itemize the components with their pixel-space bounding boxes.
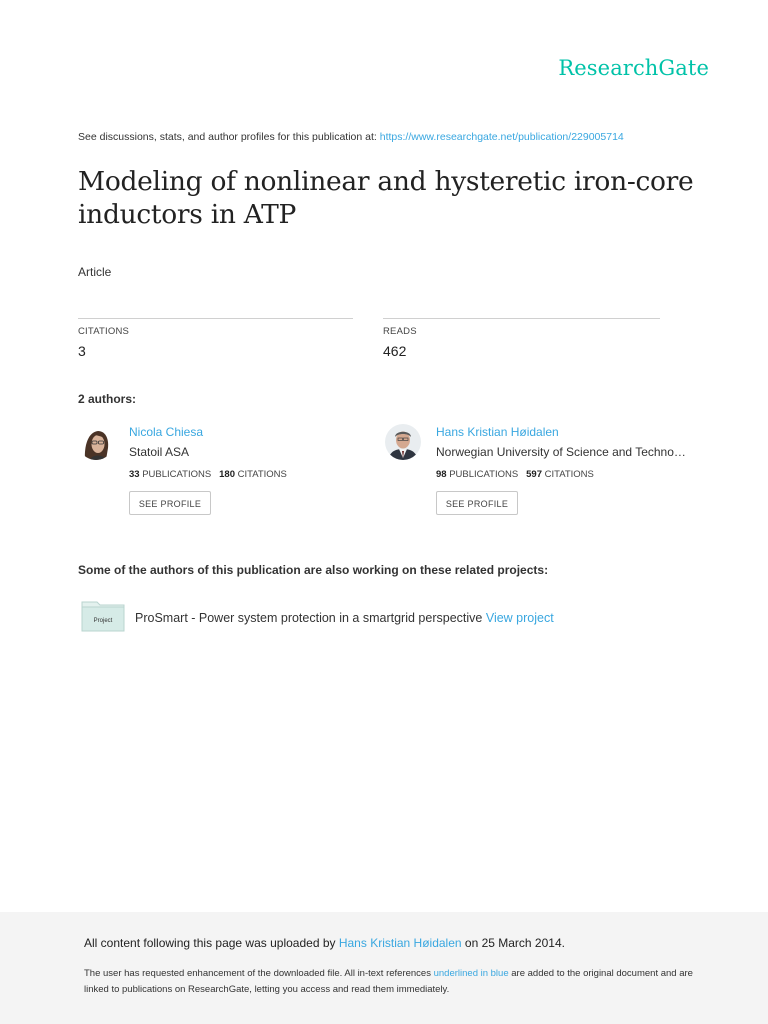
reads-value: 462 [383, 343, 407, 359]
note-suffix: are added to the original document and are linked to publications on ResearchGate, letting you access and read them immediately. [84, 968, 693, 995]
enhancement-note [84, 966, 704, 998]
upload-suffix: on 25 March 2014. [461, 936, 565, 950]
see-profile-button[interactable]: SEE PROFILE [129, 491, 211, 515]
author-name-link[interactable]: Hans Kristian Høidalen [436, 425, 559, 439]
project-icon-label: Project [93, 618, 113, 624]
see-profile-button[interactable]: SEE PROFILE [436, 491, 518, 515]
citations-value: 3 [78, 343, 86, 359]
title-line-1: Modeling of nonlinear and hysteretic iron-core [78, 166, 694, 197]
uploader-link[interactable]: Hans Kristian Høidalen [338, 936, 462, 950]
discussion-text: See discussions, stats, and author profiles for this publication at: [78, 131, 380, 143]
citations-label: CITATIONS [544, 469, 594, 480]
publications-label: PUBLICATIONS [449, 469, 519, 480]
publication-type: Article [78, 265, 112, 279]
reads-label: READS [383, 326, 417, 337]
upload-info [84, 936, 565, 950]
note-prefix: The user has requested enhancement of the downloaded file. All in-text references [84, 968, 434, 979]
author-stats [436, 469, 594, 480]
project-title: ProSmart - Power system protection in a smartgrid perspective [135, 611, 486, 625]
citations-count: 180 [219, 469, 235, 480]
projects-heading: Some of the authors of this publication are also working on these related projects: [78, 563, 549, 577]
publications-count: 33 [129, 469, 140, 480]
project-item [135, 611, 554, 625]
citations-divider [78, 318, 353, 319]
avatar[interactable] [385, 424, 421, 460]
authors-heading: 2 authors: [78, 392, 137, 406]
discussion-line [78, 131, 624, 143]
publication-url-link[interactable]: https://www.researchgate.net/publication/229005714 [379, 131, 624, 143]
avatar[interactable] [78, 424, 114, 460]
citations-label: CITATIONS [237, 469, 287, 480]
author-name-link[interactable]: Nicola Chiesa [129, 425, 204, 439]
title-line-2: inductors in ATP [78, 199, 297, 230]
citations-count: 597 [526, 469, 542, 480]
view-project-link[interactable]: View project [485, 611, 554, 625]
publications-label: PUBLICATIONS [142, 469, 212, 480]
author-institution: Norwegian University of Science and Techno… [436, 445, 686, 459]
note-link: underlined in blue [433, 968, 509, 979]
citations-label: CITATIONS [78, 326, 130, 337]
publications-count: 98 [436, 469, 447, 480]
author-stats [129, 469, 287, 480]
researchgate-logo[interactable]: ResearchGate [558, 56, 709, 80]
author-institution: Statoil ASA [129, 445, 190, 459]
footer [0, 912, 768, 1024]
upload-prefix: All content following this page was uploaded by [84, 936, 339, 950]
publication-title [78, 165, 718, 231]
reads-divider [383, 318, 660, 319]
project-folder-icon[interactable] [81, 600, 125, 632]
